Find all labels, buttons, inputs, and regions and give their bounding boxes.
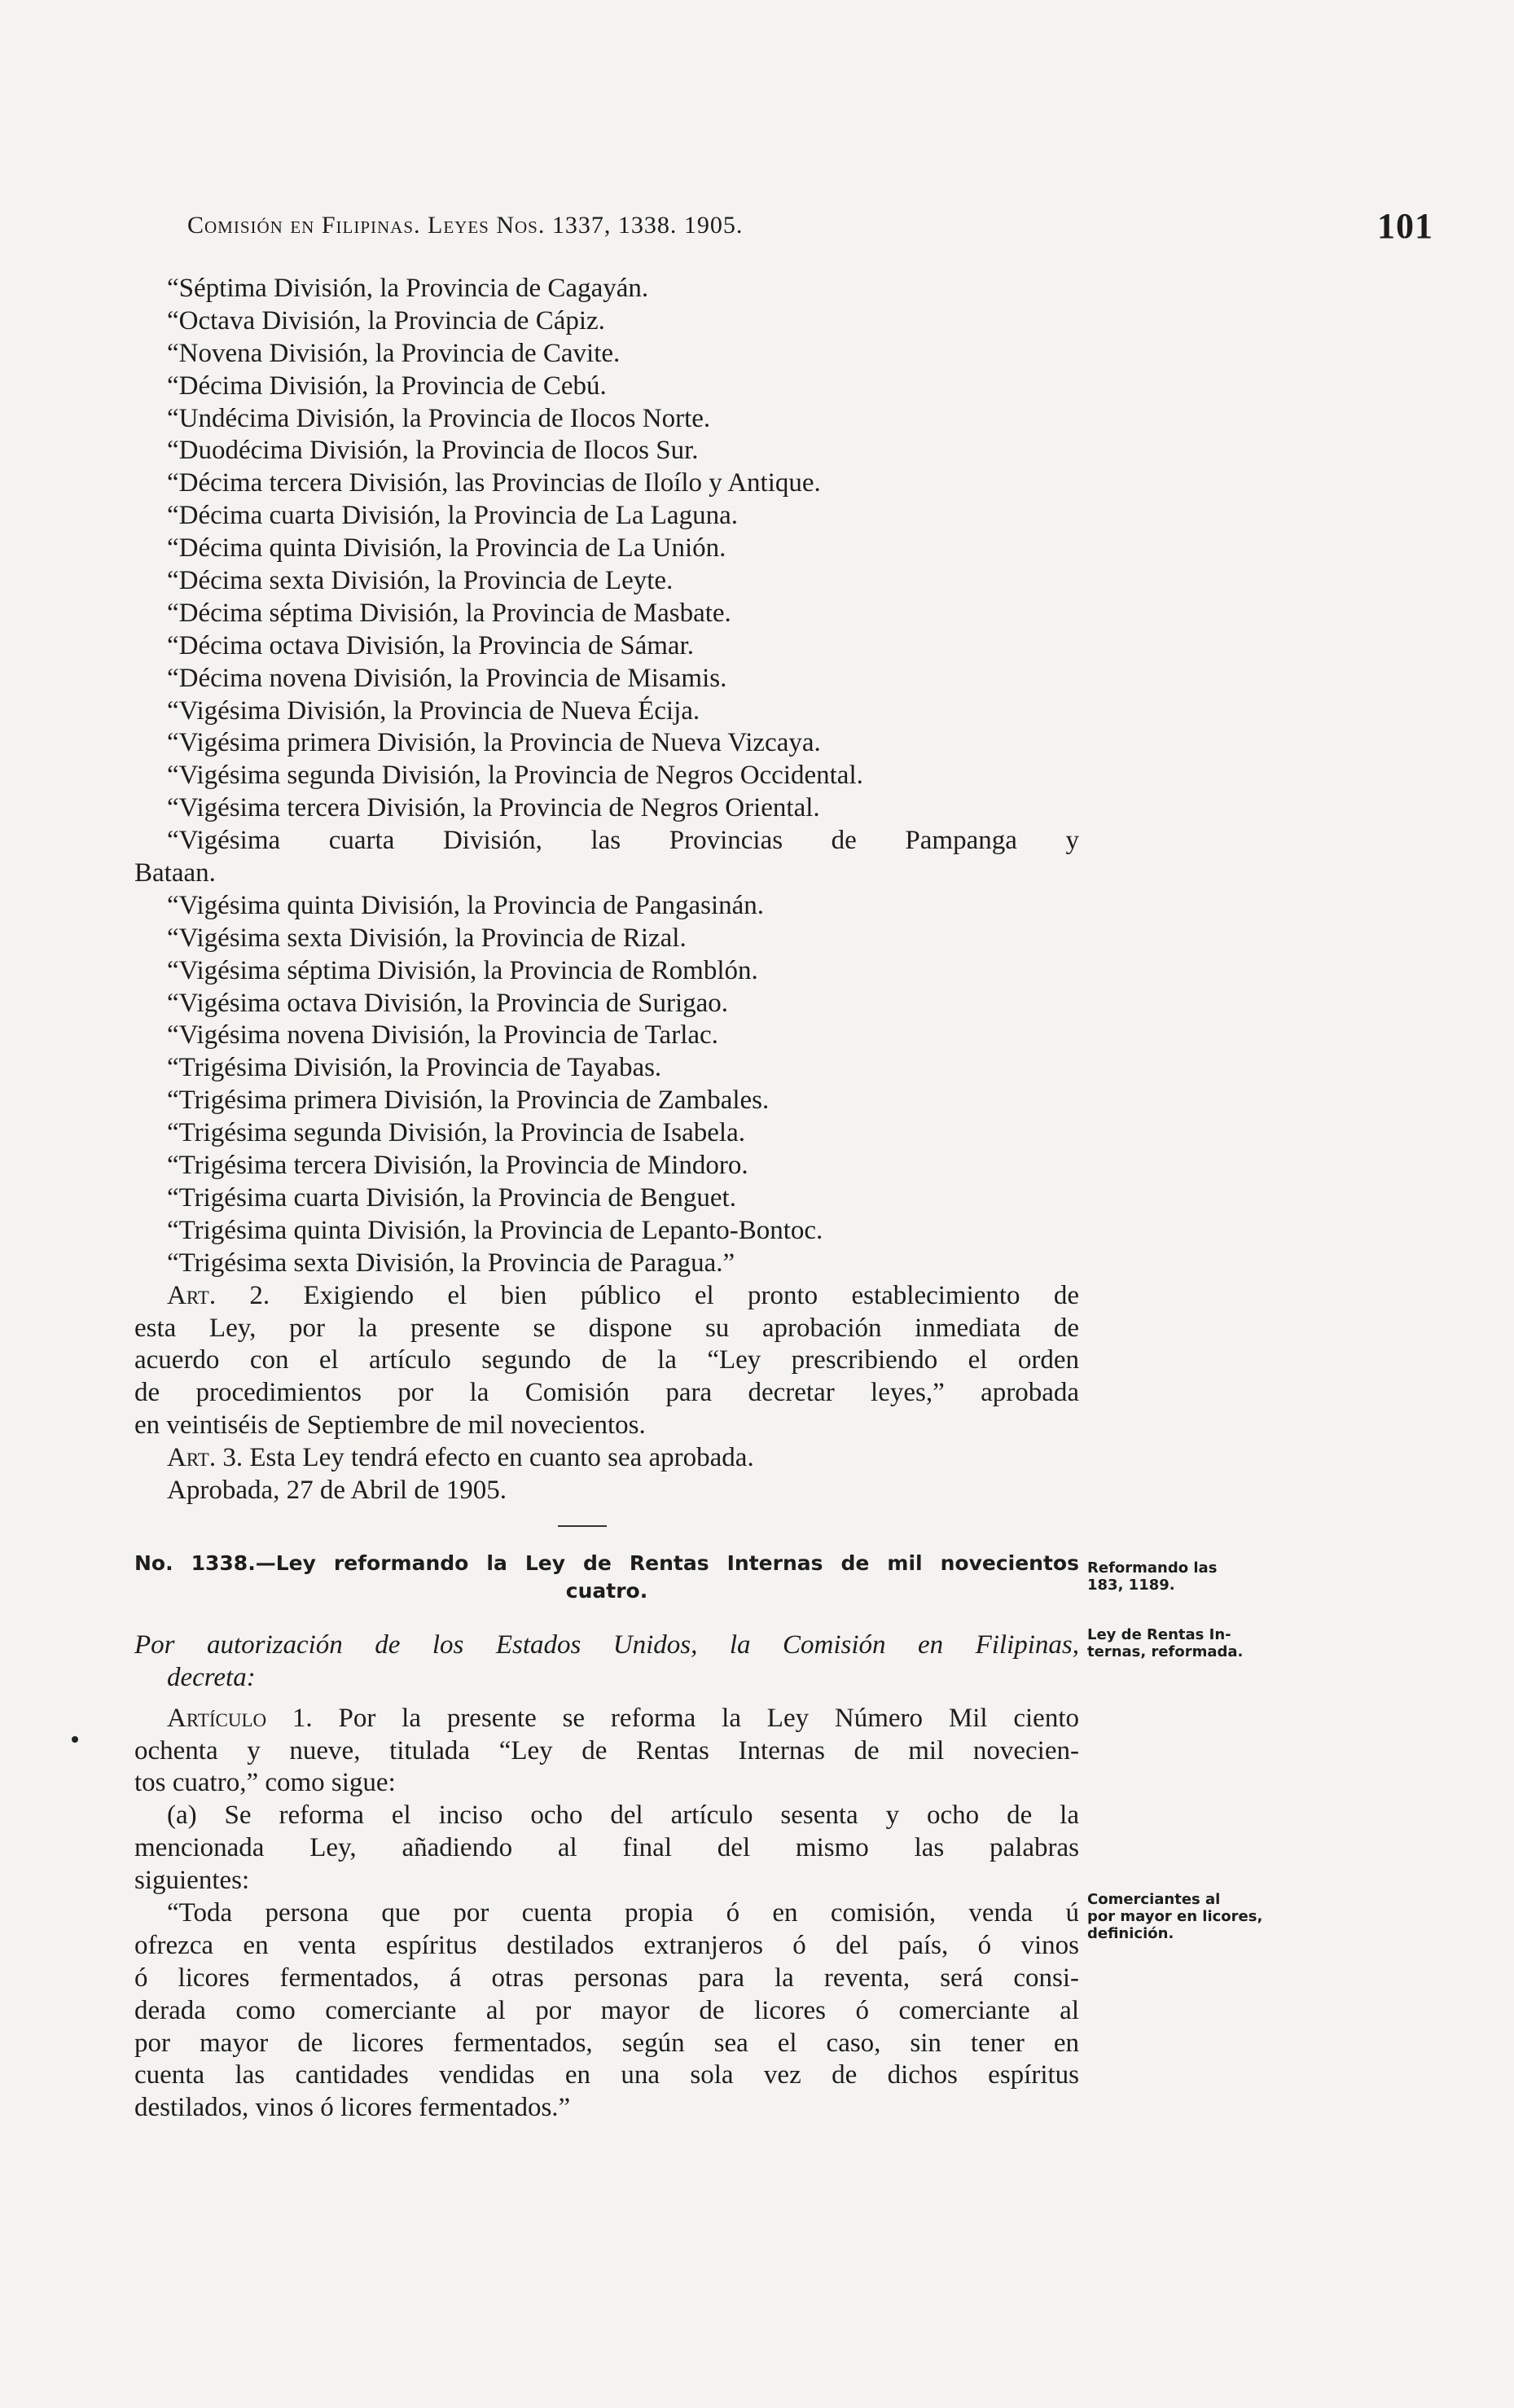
quoted-text-line: destilados, vinos ó licores fermentados.” (134, 2093, 571, 2123)
quoted-text-line: “Toda persona que por cuenta propia ó en comisión, venda ú (167, 1897, 1079, 1928)
article-1-line: ochenta y nueve, titulada “Ley de Rentas Internas de mil novecien- (134, 1735, 1079, 1765)
division-entry: “Décima cuarta División, la Provincia de La Laguna. (167, 501, 738, 531)
division-entry: “Décima sexta División, la Provincia de Leyte. (167, 566, 674, 596)
article-2-line: esta Ley, por la presente se dispone su aprobación inmediata de (134, 1313, 1079, 1343)
division-entry: “Vigésima octava División, la Provincia de Surigao. (167, 988, 729, 1018)
clause-a-line: siguientes: (134, 1866, 250, 1896)
margin-note-internal-revenue (1087, 1626, 1332, 1660)
division-entry: “Vigésima novena División, la Provincia de Tarlac. (167, 1020, 718, 1050)
division-entry: “Trigésima primera División, la Provincia de Zambales. (167, 1086, 770, 1116)
quoted-text-line: ofrezca en venta espíritus destilados extranjeros ó del país, ó vinos (134, 1930, 1079, 1960)
division-list (134, 273, 1079, 857)
margin-note-line: 183, 1189. (1087, 1577, 1175, 1594)
division-list-2 (134, 890, 1079, 1280)
article-2-line: en veintiséis de Septiembre de mil novecientos. (134, 1410, 646, 1441)
division-entry: “Trigésima División, la Provincia de Tayabas. (167, 1053, 662, 1083)
division-entry: “Décima novena División, la Provincia de Misamis. (167, 663, 727, 693)
division-entry: “Vigésima División, la Provincia de Nueva Écija. (167, 695, 700, 726)
law-1338-title-line2: cuatro. (565, 1578, 648, 1603)
division-entry: “Octava División, la Provincia de Cápiz. (167, 305, 605, 336)
division-entry: “Vigésima tercera División, la Provincia de Negros Oriental. (167, 793, 820, 823)
division-entry: “Duodécima División, la Provincia de Ilocos Sur. (167, 436, 699, 466)
division-entry: “Trigésima cuarta División, la Provincia de Benguet. (167, 1182, 736, 1213)
article-1-label: Artículo 1. (167, 1703, 313, 1733)
quoted-text-line: ó licores fermentados, á otras personas para la reventa, será consi- (134, 1963, 1079, 1993)
division-entry: “Décima tercera División, las Provincias de Iloílo y Antique. (167, 468, 821, 498)
quoted-text-line: por mayor de licores fermentados, según sea el caso, sin tener en (134, 2028, 1079, 2058)
margin-note-line: Comerciantes al (1087, 1891, 1221, 1908)
page-body (134, 273, 1079, 2125)
division-entry: “Vigésima quinta División, la Provincia de Pangasinán. (167, 890, 765, 920)
page-header (187, 205, 1433, 246)
page-number: 101 (1377, 206, 1433, 246)
article-3 (134, 1442, 1079, 1475)
article-2-first-line (134, 1280, 1079, 1313)
article-1-first-line (134, 1703, 1079, 1735)
division-entry: “Vigésima séptima División, la Provincia de Romblón. (167, 955, 758, 985)
running-head: Comisión en Filipinas. Leyes Nos. 1337, 1338. 1905. (187, 212, 744, 239)
margin-note-line: por mayor en licores, (1087, 1908, 1263, 1925)
division-entry: “Undécima División, la Provincia de Ilocos Norte. (167, 403, 711, 433)
article-1-line: Por la presente se reforma la Ley Número Mil ciento (338, 1703, 1080, 1733)
margin-note-line: definición. (1087, 1925, 1174, 1942)
margin-note-line: Reformando las (1087, 1559, 1218, 1577)
article-1-line: tos cuatro,” como sigue: (134, 1768, 396, 1798)
margin-note-amending (1087, 1559, 1332, 1594)
division-entry: “Vigésima cuarta División, las Provincias de Pampanga y (167, 826, 1079, 856)
margin-note-wholesale-dealers (1087, 1891, 1332, 1942)
approval-date: Aprobada, 27 de Abril de 1905. (167, 1475, 507, 1505)
section-divider (558, 1525, 607, 1527)
article-2-line: acuerdo con el artículo segundo de la “Ley prescribiendo el orden (134, 1345, 1079, 1375)
article-3-label: Art. 3. (167, 1443, 244, 1473)
division-entry: “Vigésima segunda División, la Provincia de Negros Occidental. (167, 761, 863, 791)
enacting-clause-end: decreta: (167, 1662, 256, 1692)
division-entry: “Décima quinta División, la Provincia de La Unión. (167, 533, 726, 564)
division-entry: “Trigésima segunda División, la Provincia de Isabela. (167, 1118, 745, 1148)
division-entry: “Séptima División, la Provincia de Cagayán. (167, 274, 649, 303)
clause-a-line: (a) Se reforma el inciso ocho del artículo sesenta y ocho de la (167, 1801, 1079, 1831)
division-entry: “Trigésima sexta División, la Provincia de Paragua.” (167, 1248, 735, 1278)
article-3-text: Esta Ley tendrá efecto en cuanto sea aprobada. (249, 1443, 754, 1473)
enacting-clause: Por autorización de los Estados Unidos, la Comisión en Filipinas, (134, 1629, 1079, 1660)
law-1338-title (134, 1550, 1079, 1605)
division-entry: “Novena División, la Provincia de Cavite. (167, 338, 621, 368)
margin-note-line: ternas, reformada. (1087, 1643, 1244, 1660)
division-entry: “Vigésima primera División, la Provincia de Nueva Vizcaya. (167, 728, 821, 758)
law-1338-title-line1: No. 1338.—Ley reformando la Ley de Rentas Internas de mil novecientos (134, 1551, 1079, 1575)
article-2-line: Exigiendo el bien público el pronto establecimiento de (303, 1280, 1080, 1310)
quoted-text-line: derada como comerciante al por mayor de licores ó comerciante al (134, 1995, 1079, 2025)
division-entry: “Décima octava División, la Provincia de Sámar. (167, 630, 694, 660)
division-entry: “Décima séptima División, la Provincia de Masbate. (167, 598, 731, 628)
division-entry: “Décima División, la Provincia de Cebú. (167, 371, 607, 401)
division-entry: “Vigésima sexta División, la Provincia de Rizal. (167, 923, 687, 953)
article-2-label: Art. 2. (167, 1280, 270, 1310)
margin-bullet-mark (72, 1736, 78, 1743)
article-2-line: de procedimientos por la Comisión para decretar leyes,” aprobada (134, 1378, 1079, 1408)
division-continuation: Bataan. (134, 858, 216, 888)
clause-a-line: mencionada Ley, añadiendo al final del mismo las palabras (134, 1833, 1079, 1863)
quoted-text-line: cuenta las cantidades vendidas en una sola vez de dichos espíritus (134, 2060, 1079, 2090)
division-entry: “Trigésima quinta División, la Provincia de Lepanto-Bontoc. (167, 1215, 823, 1245)
division-entry: “Trigésima tercera División, la Provincia de Mindoro. (167, 1151, 748, 1181)
margin-note-line: Ley de Rentas In- (1087, 1626, 1231, 1643)
